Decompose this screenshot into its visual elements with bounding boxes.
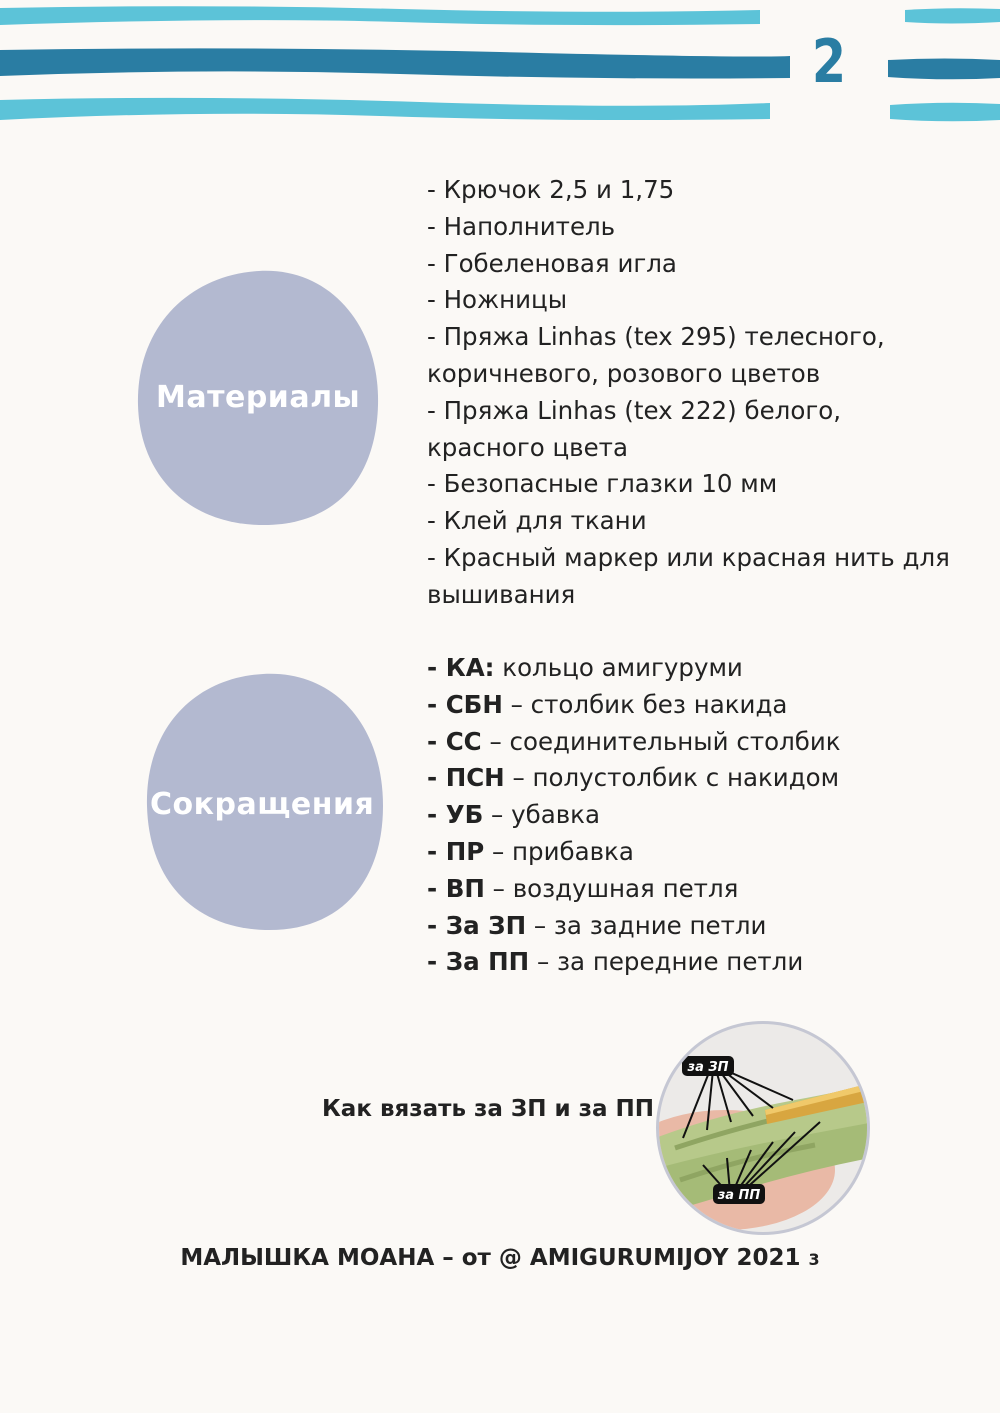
list-item: - Пряжа Linhas (tex 222) белого, bbox=[427, 395, 841, 425]
list-item bbox=[427, 650, 967, 687]
abbr-desc: – убавка bbox=[483, 800, 600, 830]
header-stripes bbox=[0, 0, 1000, 140]
abbreviations-list bbox=[427, 650, 967, 981]
back-loop-label: за ЗП bbox=[687, 1060, 729, 1075]
abbr-desc: – прибавка bbox=[484, 836, 634, 866]
list-item bbox=[427, 908, 967, 945]
footer bbox=[0, 1245, 1000, 1271]
list-item: - Пряжа Linhas (tex 295) телесного, bbox=[427, 322, 885, 352]
front-loop-label: за ПП bbox=[717, 1188, 761, 1203]
list-item: вышивания bbox=[427, 579, 576, 609]
list-item: - Наполнитель bbox=[427, 211, 616, 241]
list-item: - Крючок 2,5 и 1,75 bbox=[427, 175, 675, 204]
list-item bbox=[427, 834, 967, 871]
list-item bbox=[427, 724, 967, 761]
footer-page-number: 3 bbox=[808, 1250, 820, 1269]
materials-list bbox=[427, 172, 967, 614]
abbr-term: - За ЗП bbox=[427, 910, 527, 940]
list-item: - Безопасные глазки 10 мм bbox=[427, 469, 778, 499]
abbr-term: - КА: bbox=[427, 653, 495, 682]
abbr-term: - ПР bbox=[427, 836, 485, 866]
abbr-desc: – воздушная петля bbox=[484, 873, 739, 903]
list-item bbox=[427, 687, 967, 724]
list-item bbox=[427, 797, 967, 834]
abbr-term: - УБ bbox=[427, 800, 484, 830]
list-item: коричневого, розового цветов bbox=[427, 358, 821, 388]
list-item bbox=[427, 760, 967, 797]
abbr-term: - ВП bbox=[427, 873, 485, 903]
list-item: красного цвета bbox=[427, 432, 628, 462]
list-item bbox=[427, 871, 967, 908]
footer-text: МАЛЫШКА МОАНА – от @ AMIGURUMIJOY 2021 bbox=[180, 1245, 801, 1271]
abbr-desc: – за передние петли bbox=[529, 947, 804, 977]
abbr-desc: – столбик без накида bbox=[502, 689, 788, 719]
page-number: 2 bbox=[811, 27, 847, 97]
list-item: - Клей для ткани bbox=[427, 506, 647, 536]
list-item bbox=[427, 944, 967, 981]
list-item: - Ножницы bbox=[427, 285, 568, 315]
abbr-desc: кольцо амигуруми bbox=[494, 653, 743, 682]
how-to-caption: Как вязать за ЗП и за ПП bbox=[322, 1096, 655, 1122]
abbreviations-title: Сокращения bbox=[150, 787, 375, 822]
list-item: - Красный маркер или красная нить для bbox=[427, 542, 950, 572]
abbr-desc: – за задние петли bbox=[526, 910, 767, 940]
crochet-loops-photo bbox=[655, 1020, 871, 1236]
abbr-term: - СС bbox=[427, 726, 482, 756]
abbr-term: - За ПП bbox=[427, 947, 530, 977]
abbr-term: - ПСН bbox=[427, 763, 505, 793]
abbr-desc: – соединительный столбик bbox=[481, 726, 841, 756]
abbr-term: - СБН bbox=[427, 689, 503, 719]
materials-title: Материалы bbox=[156, 380, 361, 415]
abbr-desc: – полустолбик с накидом bbox=[504, 763, 840, 793]
list-item: - Гобеленовая игла bbox=[427, 248, 677, 278]
